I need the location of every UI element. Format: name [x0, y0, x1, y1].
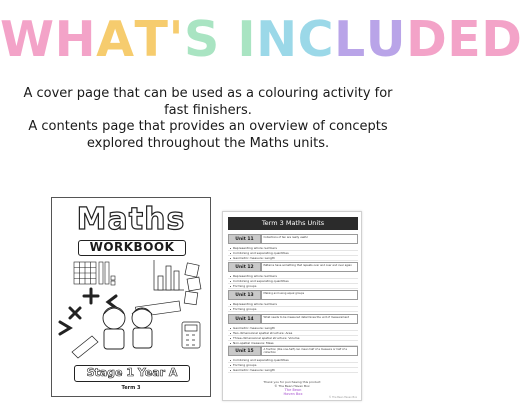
unit-concepts — [228, 274, 358, 289]
heading-letter: C — [297, 11, 335, 68]
concept-item: Geometric measure: Length — [228, 256, 358, 261]
unit-concepts — [228, 358, 358, 373]
heading-letter: S — [183, 11, 220, 68]
description — [20, 86, 396, 152]
heading-letter: I — [237, 11, 257, 68]
heading-letter: D — [406, 11, 448, 68]
concept-item: Combining and separating quantities — [228, 279, 358, 284]
heading-letter: D — [481, 11, 522, 68]
heading-letter: U — [365, 11, 407, 68]
heading-letter: H — [54, 11, 97, 68]
description-line: explored throughout the Maths units. — [86, 135, 330, 151]
heading-letter: T — [134, 11, 169, 68]
concept-item: Combining and separating quantities — [228, 251, 358, 256]
heading-letter: W — [0, 11, 55, 68]
unit-label: Unit 11 — [228, 234, 261, 244]
times-sign-icon — [70, 308, 80, 318]
description-line: A contents page that provides an overview of concepts — [28, 119, 388, 134]
heading-letter: E — [447, 11, 482, 68]
students-icon — [103, 307, 152, 349]
heading-letter: A — [96, 11, 135, 68]
heading-letter: ' — [168, 11, 184, 68]
concept-item: Forming groups — [228, 363, 358, 368]
footer-thanks: Thank you for purchasing this product — [263, 380, 321, 384]
unit-description: Making and using equal groups — [261, 290, 358, 300]
base-ten-blocks-icon — [74, 262, 115, 285]
page-heading — [0, 10, 522, 70]
description-line: A cover page that can be used as a colouring activity for — [23, 86, 393, 101]
concept-item: Representing whole numbers — [228, 302, 358, 307]
concept-item: Combining and separating quantities — [228, 358, 358, 363]
description-line: fast finishers. — [164, 102, 252, 118]
concept-item: Representing whole numbers — [228, 246, 358, 251]
concept-item: Non-spatial measure: Mass — [228, 341, 358, 346]
unit-description: Collections of ten are really useful — [261, 234, 358, 244]
copyright-note: © The Bean Haven Box — [328, 396, 357, 399]
concept-item: Forming groups — [228, 284, 358, 289]
unit-row — [228, 314, 358, 324]
concept-item: Geometric measure: Length — [228, 368, 358, 373]
unit-row — [228, 290, 358, 300]
unit-description: A fraction (like one-half) can mean half of a measure or half of a collection — [261, 346, 358, 356]
cover-title: Maths — [76, 202, 186, 237]
plus-sign-icon — [84, 289, 98, 303]
unit-row — [228, 346, 358, 356]
calculator-icon — [182, 322, 200, 348]
concept-item: Forming groups — [228, 307, 358, 312]
unit-concepts — [228, 246, 358, 261]
workbook-cover — [51, 197, 211, 397]
cover-term: Term 3 — [121, 385, 141, 391]
unit-description: What needs to be measured determines the unit of measurement — [261, 314, 358, 324]
unit-row — [228, 234, 358, 244]
unit-label: Unit 12 — [228, 262, 261, 272]
bar-chart-icon — [154, 260, 184, 290]
cover-stage-label: Stage 1 Year A — [74, 365, 190, 382]
unit-label: Unit 14 — [228, 314, 261, 324]
unit-concepts — [228, 302, 358, 312]
contents-page — [222, 211, 362, 401]
concept-item: Geometric measure: Length — [228, 326, 358, 331]
brand-logo: The Bean Haven Box — [283, 388, 303, 396]
unit-description: Patterns have something that repeats over and over and over again — [261, 262, 358, 272]
less-than-icon — [108, 296, 116, 308]
unit-row — [228, 262, 358, 272]
footer-credit: © The Bean Haven Box — [274, 384, 310, 388]
contents-footer — [223, 380, 361, 388]
heading-letter — [220, 10, 238, 70]
heading-letter: L — [334, 11, 366, 68]
cover-subtitle: WORKBOOK — [78, 240, 186, 256]
contents-title: Term 3 Maths Units — [228, 217, 358, 230]
heading-letter: N — [256, 11, 298, 68]
unit-label: Unit 13 — [228, 290, 261, 300]
unit-label: Unit 15 — [228, 346, 261, 356]
cover-illustration — [52, 256, 212, 360]
unit-concepts — [228, 326, 358, 346]
concept-item: Two-dimensional spatial structure: Area — [228, 331, 358, 336]
concept-item: Three-dimensional spatial structure: Volume — [228, 336, 358, 341]
greater-than-icon — [60, 322, 70, 334]
concept-item: Representing whole numbers — [228, 274, 358, 279]
number-tiles-icon — [184, 263, 201, 305]
